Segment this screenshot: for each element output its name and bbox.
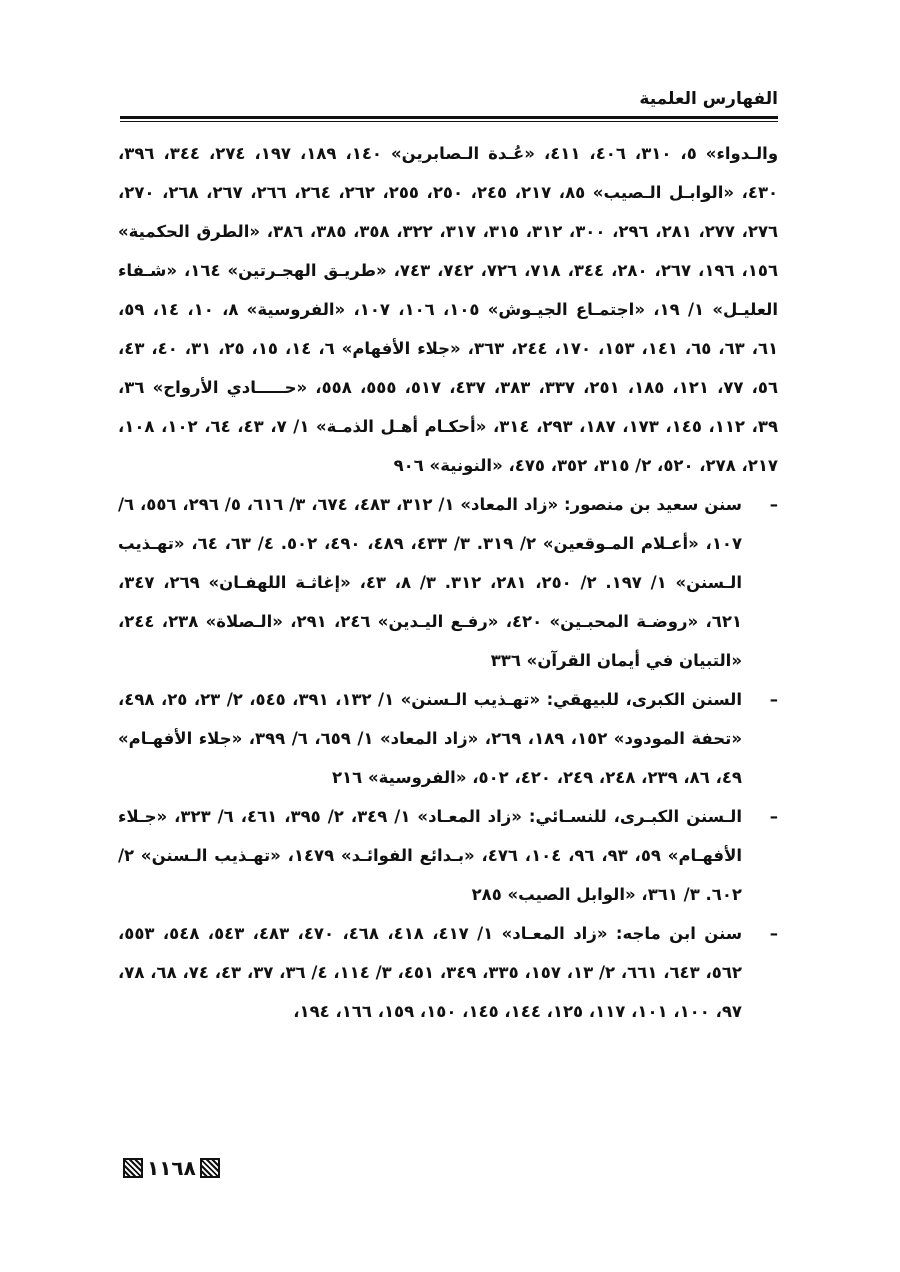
header-rule-thin [120, 121, 778, 122]
entry-text: سنن سعيد بن منصور: «زاد المعاد» ١/ ٣١٢، ٤٨٣، ٦٧٤، ٣/ ٦١٦، ٥/ ٢٩٦، ٥٥٦، ٦/ ١٠٧، «أعـلام المـوقعين» ٢/ ٣١٩. ٣/ ٤٣٣، ٤٨٩، ٤٩٠، ٥٠٢. ٤/ ٦٣، ٦٤، «تهـذيب الـسنن» ١/ ١٩٧. ٢/ ٢٥٠، ٢٨١، ٣١٢. ٣/ ٨، ٤٣، «إغاثـة اللهفـان» ٢٦٩، ٣٤٧، ٦٢١، «روضـة المحبـين» ٤٢٠، «رفـع اليـدين» ٢٤٦، ٢٩١، «الـصلاة» ٢٣٨، ٢٤٤، «التبيان في أيمان القرآن» ٣٣٦ [118, 495, 743, 670]
running-header-title: الفهارس العلمية [639, 89, 778, 109]
entry-text: سنن ابن ماجه: «زاد المعـاد» ١/ ٤١٧، ٤١٨، ٤٦٨، ٤٧٠، ٤٨٣، ٥٤٣، ٥٤٨، ٥٥٣، ٥٦٢، ٦٤٣، ٦٦١، ٢/ ١٣، ١٥٧، ٣٣٥، ٣٤٩، ٤٥١، ٣/ ١١٤، ٤/ ٣٦، ٣٧، ٤٣، ٧٤، ٦٨، ٧٨، ٩٧، ١٠٠، ١٠١، ١١٧، ١٢٥، ١٤٤، ١٤٥، ١٥٠، ١٥٩، ١٦٦، ١٩٤، [118, 924, 743, 1021]
ornament-right-icon [200, 1158, 220, 1178]
page-number-block [123, 1154, 220, 1182]
continuation-paragraph: والـدواء» ٥، ٣١٠، ٤٠٦، ٤١١، «عُـدة الـصابرين» ١٤٠، ١٨٩، ١٩٧، ٢٧٤، ٣٤٤، ٣٩٦، ٤٣٠، «الوابـل الـصيب» ٨٥، ٢١٧، ٢٤٥، ٢٥٠، ٢٥٥، ٢٦٢، ٢٦٤، ٢٦٦، ٢٦٧، ٢٦٨، ٢٧٠، ٢٧٦، ٢٧٧، ٢٨١، ٢٩٦، ٣٠٠، ٣١٢، ٣١٥، ٣١٧، ٣٢٢، ٣٥٨، ٣٨٥، ٣٨٦، «الطرق الحكمية» ١٥٦، ١٩٦، ٢٦٧، ٢٨٠، ٣٤٤، ٧١٨، ٧٢٦، ٧٤٢، ٧٤٣، «طريـق الهجـرتين» ١٦٤، «شـفاء العليـل» ١/ ١٩، «اجتمـاع الجيـوش» ١٠٥، ١٠٦، ١٠٧، «الفروسية» ٨، ١٠، ١٤، ٥٩، ٦١، ٦٣، ٦٥، ١٤١، ١٥٣، ١٧٠، ٢٤٤، ٣٦٣، «جلاء الأفهام» ٦، ١٤، ١٥، ٢٥، ٣١، ٤٠، ٤٣، ٥٦، ٧٧، ١٢١، ١٨٥، ٢٥١، ٣٣٧، ٣٨٣، ٤٣٧، ٥١٧، ٥٥٥، ٥٥٨، «حـــــادي الأرواح» ٣٦، ٣٩، ١١٢، ١٤٥، ١٧٣، ١٨٧، ٢٩٣، ٣١٤، «أحكـام أهـل الذمـة» ١/ ٧، ٤٣، ٦٤، ١٠٢، ١٠٨، ٢١٧، ٢٧٨، ٥٢٠، ٢/ ٣١٥، ٣٥٢، ٤٧٥، «النونية» ٩٠٦ [118, 144, 779, 475]
entry-text: الـسنن الكبـرى، للنسـائي: «زاد المعـاد» ١/ ٣٤٩، ٢/ ٣٩٥، ٤٦١، ٦/ ٣٢٣، «جـلاء الأفهـام» ٥٩، ٩٣، ٩٦، ١٠٤، ٤٧٦، «بـدائع الفوائـد» ١٤٧٩، «تهـذيب الـسنن» ٢/ ٦٠٢. ٣/ ٣٦١، «الوابل الصيب» ٢٨٥ [118, 807, 743, 904]
entry-text: السنن الكبرى، للبيهقي: «تهـذيب الـسنن» ١/ ١٣٢، ٣٩١، ٥٤٥، ٢/ ٢٣، ٢٥، ٤٩٨، «تحفة المودود» ١٥٢، ١٨٩، ٢٦٩، «زاد المعاد» ١/ ٦٥٩، ٦/ ٣٩٩، «جلاء الأفهـام» ٤٩، ٨٦، ٢٣٩، ٢٤٨، ٢٤٩، ٤٢٠، ٥٠٢، «الفروسية» ٢١٦ [118, 690, 743, 787]
entry-dash: – [769, 495, 778, 514]
entry-dash: – [769, 924, 778, 943]
index-entry [118, 680, 778, 797]
entry-dash: – [769, 690, 778, 709]
index-entry [118, 797, 778, 914]
index-body [118, 134, 778, 1031]
ornament-left-icon [123, 1158, 143, 1178]
index-entry [118, 485, 778, 680]
entry-dash: – [769, 807, 778, 826]
page-number: ١١٦٨ [147, 1156, 196, 1180]
index-entry [118, 914, 778, 1031]
header-rule-thick [120, 116, 778, 119]
